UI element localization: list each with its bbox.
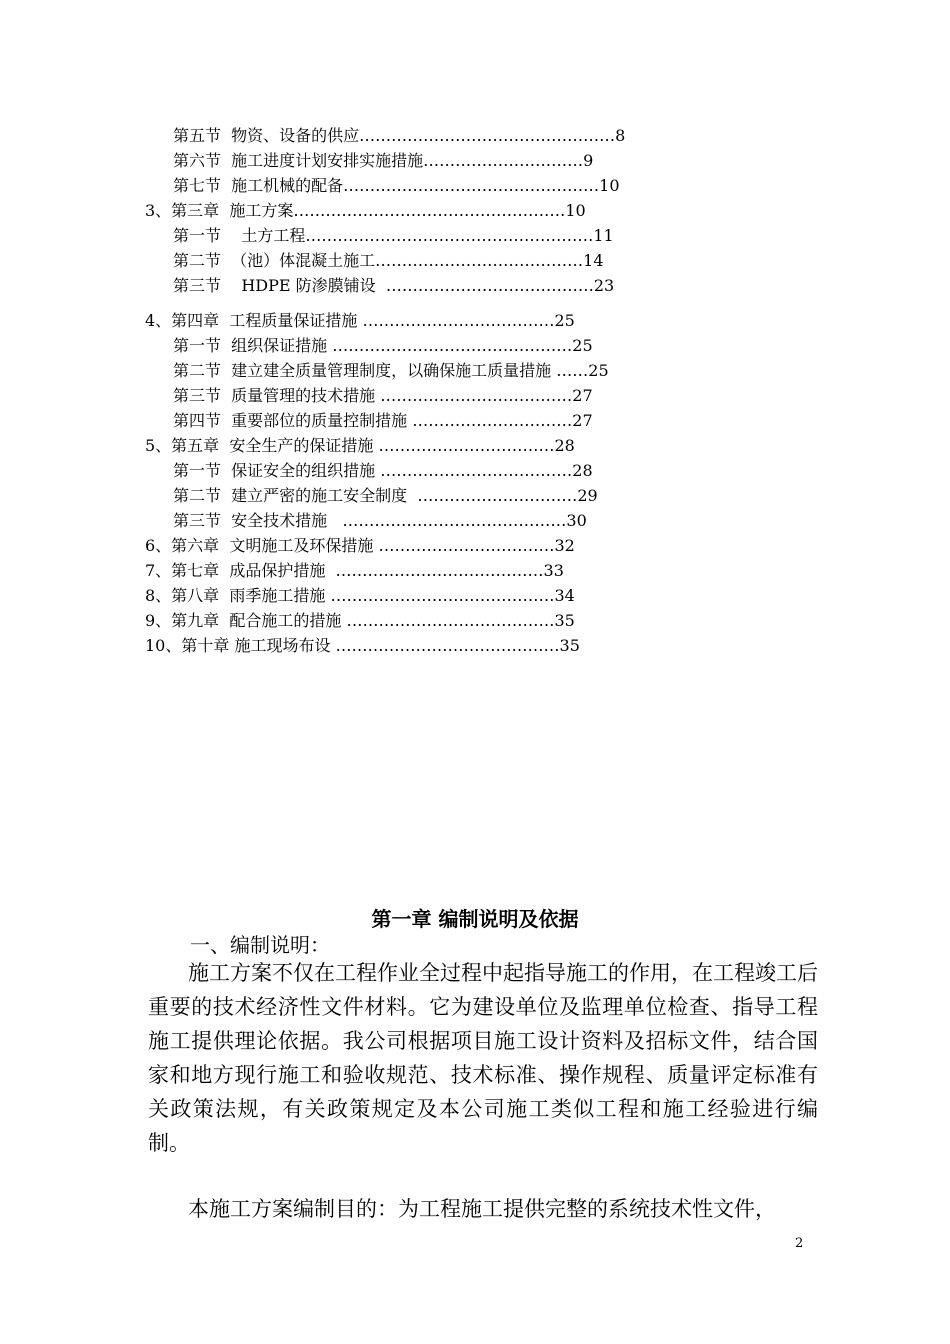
toc-entry[interactable]: 第五节 物资、设备的供应…………………………………………8 <box>173 126 626 145</box>
toc-entry[interactable]: 8、第八章 雨季施工措施 ……………………………………34 <box>145 586 575 605</box>
toc-entry[interactable]: 第二节 建立严密的施工安全制度 …………………………29 <box>173 486 598 505</box>
toc-entry[interactable]: 第三节 质量管理的技术措施 ………………………………27 <box>173 386 593 405</box>
toc-entry[interactable]: 第六节 施工进度计划安排实施措施…………………………9 <box>173 151 594 170</box>
toc-entry[interactable]: 第三节 安全技术措施 ……………………………………30 <box>173 511 587 530</box>
body-paragraph: 本施工方案编制目的：为工程施工提供完整的系统技术性文件， <box>188 1197 776 1221</box>
toc-entry[interactable]: 5、第五章 安全生产的保证措施 ……………………………28 <box>145 436 575 455</box>
toc-entry[interactable]: 第一节 土方工程………………………………………………11 <box>173 226 614 245</box>
toc-entry[interactable]: 第一节 组织保证措施 ………………………………………25 <box>173 336 593 355</box>
section-title: 一、编制说明： <box>190 933 330 957</box>
body-paragraph: 施工方案不仅在工程作业全过程中起指导施工的作用，在工程竣工后重要的技术经济性文件材料。它为建设单位及监理单位检查、指导工程施工提供理论依据。我公司根据项目施工设计资料及招标文件，结合国家和地方现行施工和验收规范、技术标准、操作规程、质量评定标准有关政策法规，有关政策规定及本公司施工类似工程和施工经验进行编制。 <box>148 961 818 1155</box>
toc-entry[interactable]: 第四节 重要部位的质量控制措施 …………………………27 <box>173 411 593 430</box>
toc-entry[interactable]: 第三节 HDPE 防渗膜铺设 …………………………………23 <box>173 276 615 295</box>
toc-entry[interactable]: 4、第四章 工程质量保证措施 ………………………………25 <box>145 311 575 330</box>
toc-entry[interactable]: 第七节 施工机械的配备…………………………………………10 <box>173 176 620 195</box>
toc-entry[interactable]: 第二节 （池）体混凝土施工…………………………………14 <box>173 251 604 270</box>
toc-entry[interactable]: 7、第七章 成品保护措施 …………………………………33 <box>145 561 564 580</box>
chapter-title: 第一章 编制说明及依据 <box>371 907 579 931</box>
toc-entry[interactable]: 9、第九章 配合施工的措施 …………………………………35 <box>145 611 575 630</box>
page-number: 2 <box>795 1236 804 1251</box>
toc-entry[interactable]: 第一节 保证安全的组织措施 ………………………………28 <box>173 461 593 480</box>
toc-entry[interactable]: 第二节 建立建全质量管理制度，以确保施工质量措施 ……25 <box>173 361 609 380</box>
toc-entry[interactable]: 6、第六章 文明施工及环保措施 ……………………………32 <box>145 536 575 555</box>
toc-entry[interactable]: 3、第三章 施工方案……………………………………………10 <box>145 201 586 220</box>
toc-entry[interactable]: 10、第十章 施工现场布设 ……………………………………35 <box>145 636 580 655</box>
